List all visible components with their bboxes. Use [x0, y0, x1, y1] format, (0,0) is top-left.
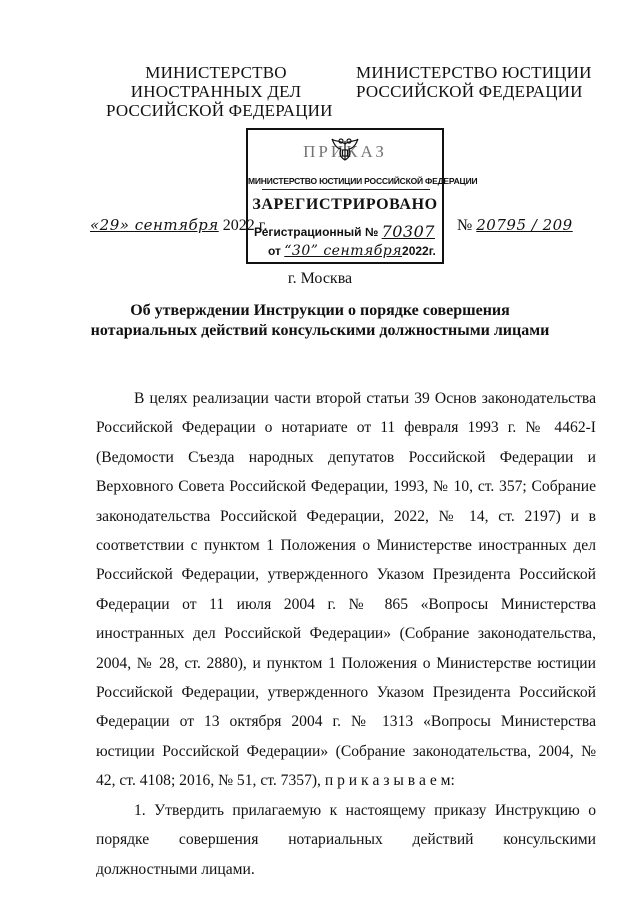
order-date	[90, 216, 267, 235]
stamp-registration-date	[268, 243, 436, 259]
stamp-from-date: “30” сентября	[284, 243, 403, 259]
stamp-prikaz-text: ПРИКАЗ	[303, 142, 387, 161]
document-title-line: Об утверждении Инструкции о порядке совершения	[130, 302, 510, 319]
document-title-line: нотариальных действий консульскими должностными лицами	[90, 322, 550, 339]
ministry-foreign-affairs-header	[106, 63, 333, 120]
stamp-from-label: от	[268, 244, 281, 258]
city-line: г. Москва	[287, 270, 353, 287]
stamp-reg-number-value: 70307	[381, 222, 435, 241]
document-body	[96, 384, 596, 884]
ministry-right-line: РОССИЙСКОЙ ФЕДЕРАЦИИ	[356, 82, 583, 101]
body-paragraph: 1. Утвердить прилагаемую к настоящему приказу Инструкцию о порядке совершения нотариальных действий консульскими должностными лицами.	[96, 801, 596, 878]
ministry-left-line: ИНОСТРАННЫХ ДЕЛ	[130, 82, 302, 101]
order-date-year: 2022 г.	[222, 217, 268, 234]
body-paragraph: В целях реализации части второй статьи 39 Основ законодательства Российской Федерации о нотариате от 11 февраля 1993 г. № 4462-I (Ведомости Съезда народных депутатов Российской Федерации и Верховного Совета Российской Федерации, 1993, № 10, ст. 357; Собрание законодательства Российской Федерации, 2022, № 14, ст. 2197) и в соответствии с пунктом 1 Положения о Министерстве иностранных дел Российской Федерации, утвержденного Указом Президента Российской Федерации от 11 июля 2004 г. № 865 «Вопросы Министерства иностранных дел Российской Федерации» (Собрание законодательства, 2004, № 28, ст. 2880), и пунктом 1 Положения о Министерстве юстиции Российской Федерации, утвержденного Указом Президента Российской Федерации от 13 октября 2004 г. № 1313 «Вопросы Министерства юстиции Российской Федерации» (Собрание законодательства, 2004, № 42, ст. 4108; 2016, № 51, ст. 7357), п р и к а з ы в а е м:	[96, 390, 596, 790]
stamp-registration-number	[254, 221, 435, 240]
ministry-left-line: РОССИЙСКОЙ ФЕДЕРАЦИИ	[106, 101, 333, 120]
stamp-registered-text: ЗАРЕГИСТРИРОВАНО	[252, 196, 438, 213]
order-number	[457, 216, 573, 235]
order-number-value: 20795 / 209	[476, 216, 573, 234]
stamp-ministry-text: МИНИСТЕРСТВО ЮСТИЦИИ РОССИЙСКОЙ ФЕДЕРАЦИИ	[248, 176, 478, 186]
document-title	[60, 301, 580, 341]
stamp-reg-label: Регистрационный №	[254, 225, 379, 239]
ministry-right-line: МИНИСТЕРСТВО ЮСТИЦИИ	[356, 63, 592, 82]
ministry-left-line: МИНИСТЕРСТВО	[145, 63, 287, 82]
order-number-prefix: №	[457, 217, 473, 234]
registration-stamp	[246, 128, 478, 264]
stamp-divider	[262, 189, 430, 190]
double-headed-eagle-icon	[330, 136, 360, 164]
ministry-justice-header	[356, 63, 592, 101]
stamp-from-year: 2022г.	[402, 244, 436, 258]
order-date-handwritten: «29» сентября	[90, 216, 219, 234]
